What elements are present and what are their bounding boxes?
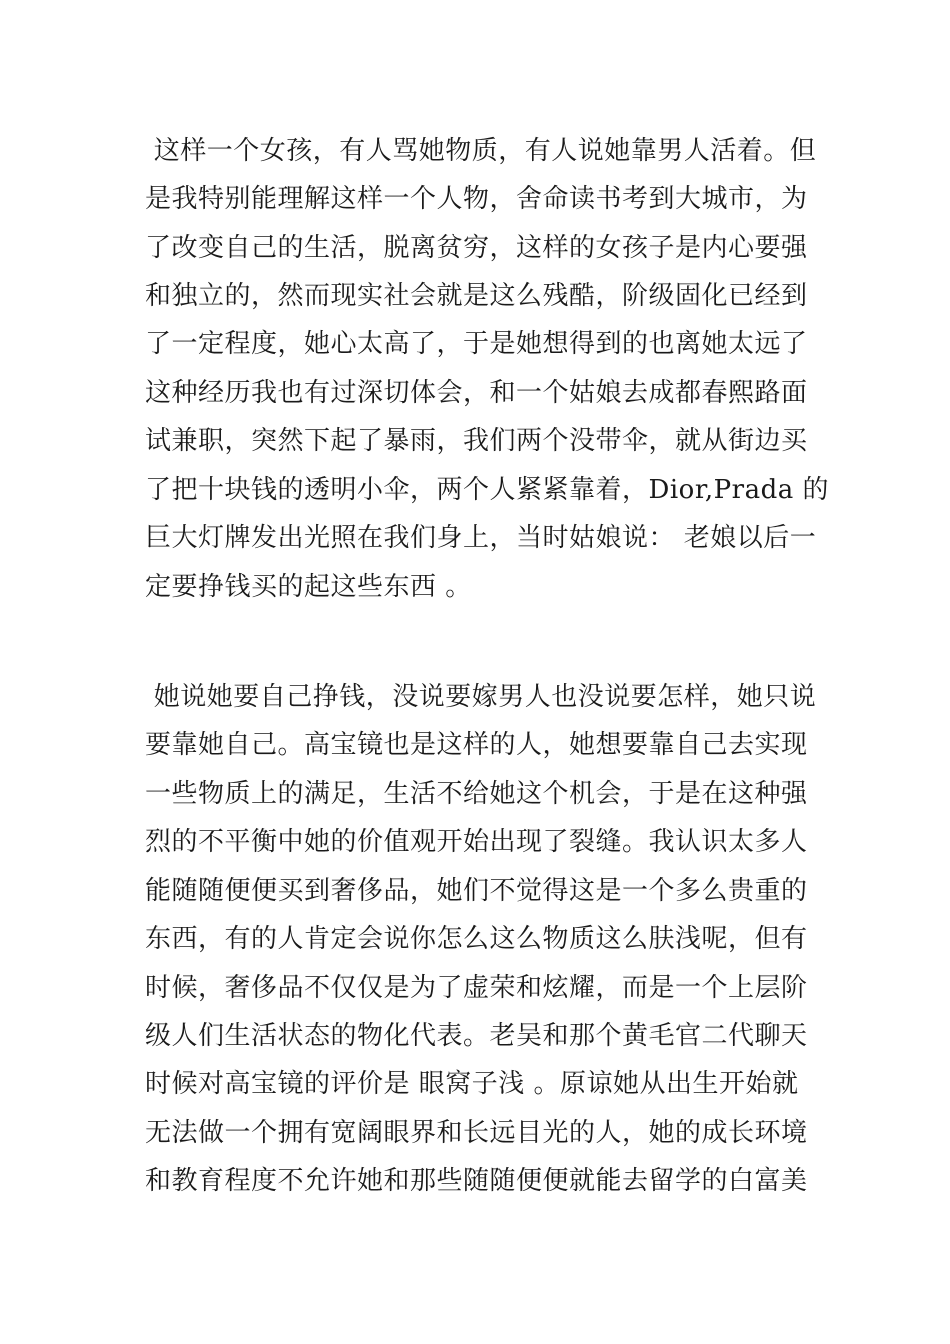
text-line: 了改变自己的生活，脱离贫穷，这样的女孩子是内心要强 <box>145 233 808 263</box>
text-line: 是我特别能理解这样一个人物，舍命读书考到大城市，为 <box>145 184 808 214</box>
text-line: 东西，有的人肯定会说你怎么这么物质这么肤浅呢，但有 <box>145 924 808 954</box>
text-line: 时候，奢侈品不仅仅是为了虚荣和炫耀，而是一个上层阶 <box>145 973 808 1003</box>
text-line: 和教育程度不允许她和那些随随便便就能去留学的白富美 <box>145 1166 808 1196</box>
text-line: 定要挣钱买的起这些东西 。 <box>145 572 472 602</box>
text-line: 了一定程度，她心太高了，于是她想得到的也离她太远了 <box>145 329 808 359</box>
text-line: 和独立的，然而现实社会就是这么残酷，阶级固化已经到 <box>145 281 808 311</box>
text-line: 要靠她自己。高宝镜也是这样的人，她想要靠自己去实现 <box>145 730 808 760</box>
text-line: 她说她要自己挣钱，没说要嫁男人也没说要怎样，她只说 <box>145 682 817 712</box>
text-line: 巨大灯牌发出光照在我们身上，当时姑娘说： 老娘以后一 <box>145 523 817 553</box>
text-line: 无法做一个拥有宽阔眼界和长远目光的人，她的成长环境 <box>145 1118 808 1148</box>
text-line: 时候对高宝镜的评价是 眼窝子浅 。原谅她从出生开始就 <box>145 1069 799 1099</box>
text-line: 能随随便便买到奢侈品，她们不觉得这是一个多么贵重的 <box>145 876 808 906</box>
text-line: 试兼职，突然下起了暴雨，我们两个没带伞，就从街边买 <box>145 426 808 456</box>
text-line: 这种经历我也有过深切体会，和一个姑娘去成都春熙路面 <box>145 378 808 408</box>
text-line: 一些物质上的满足，生活不给她这个机会，于是在这种强 <box>145 779 808 809</box>
text-line: 了把十块钱的透明小伞，两个人紧紧靠着，Dior,Prada 的 <box>145 475 829 505</box>
text-line: 级人们生活状态的物化代表。老吴和那个黄毛官二代聊天 <box>145 1021 808 1051</box>
text-line: 这样一个女孩，有人骂她物质，有人说她靠男人活着。但 <box>145 136 817 166</box>
text-line: 烈的不平衡中她的价值观开始出现了裂缝。我认识太多人 <box>145 827 808 857</box>
